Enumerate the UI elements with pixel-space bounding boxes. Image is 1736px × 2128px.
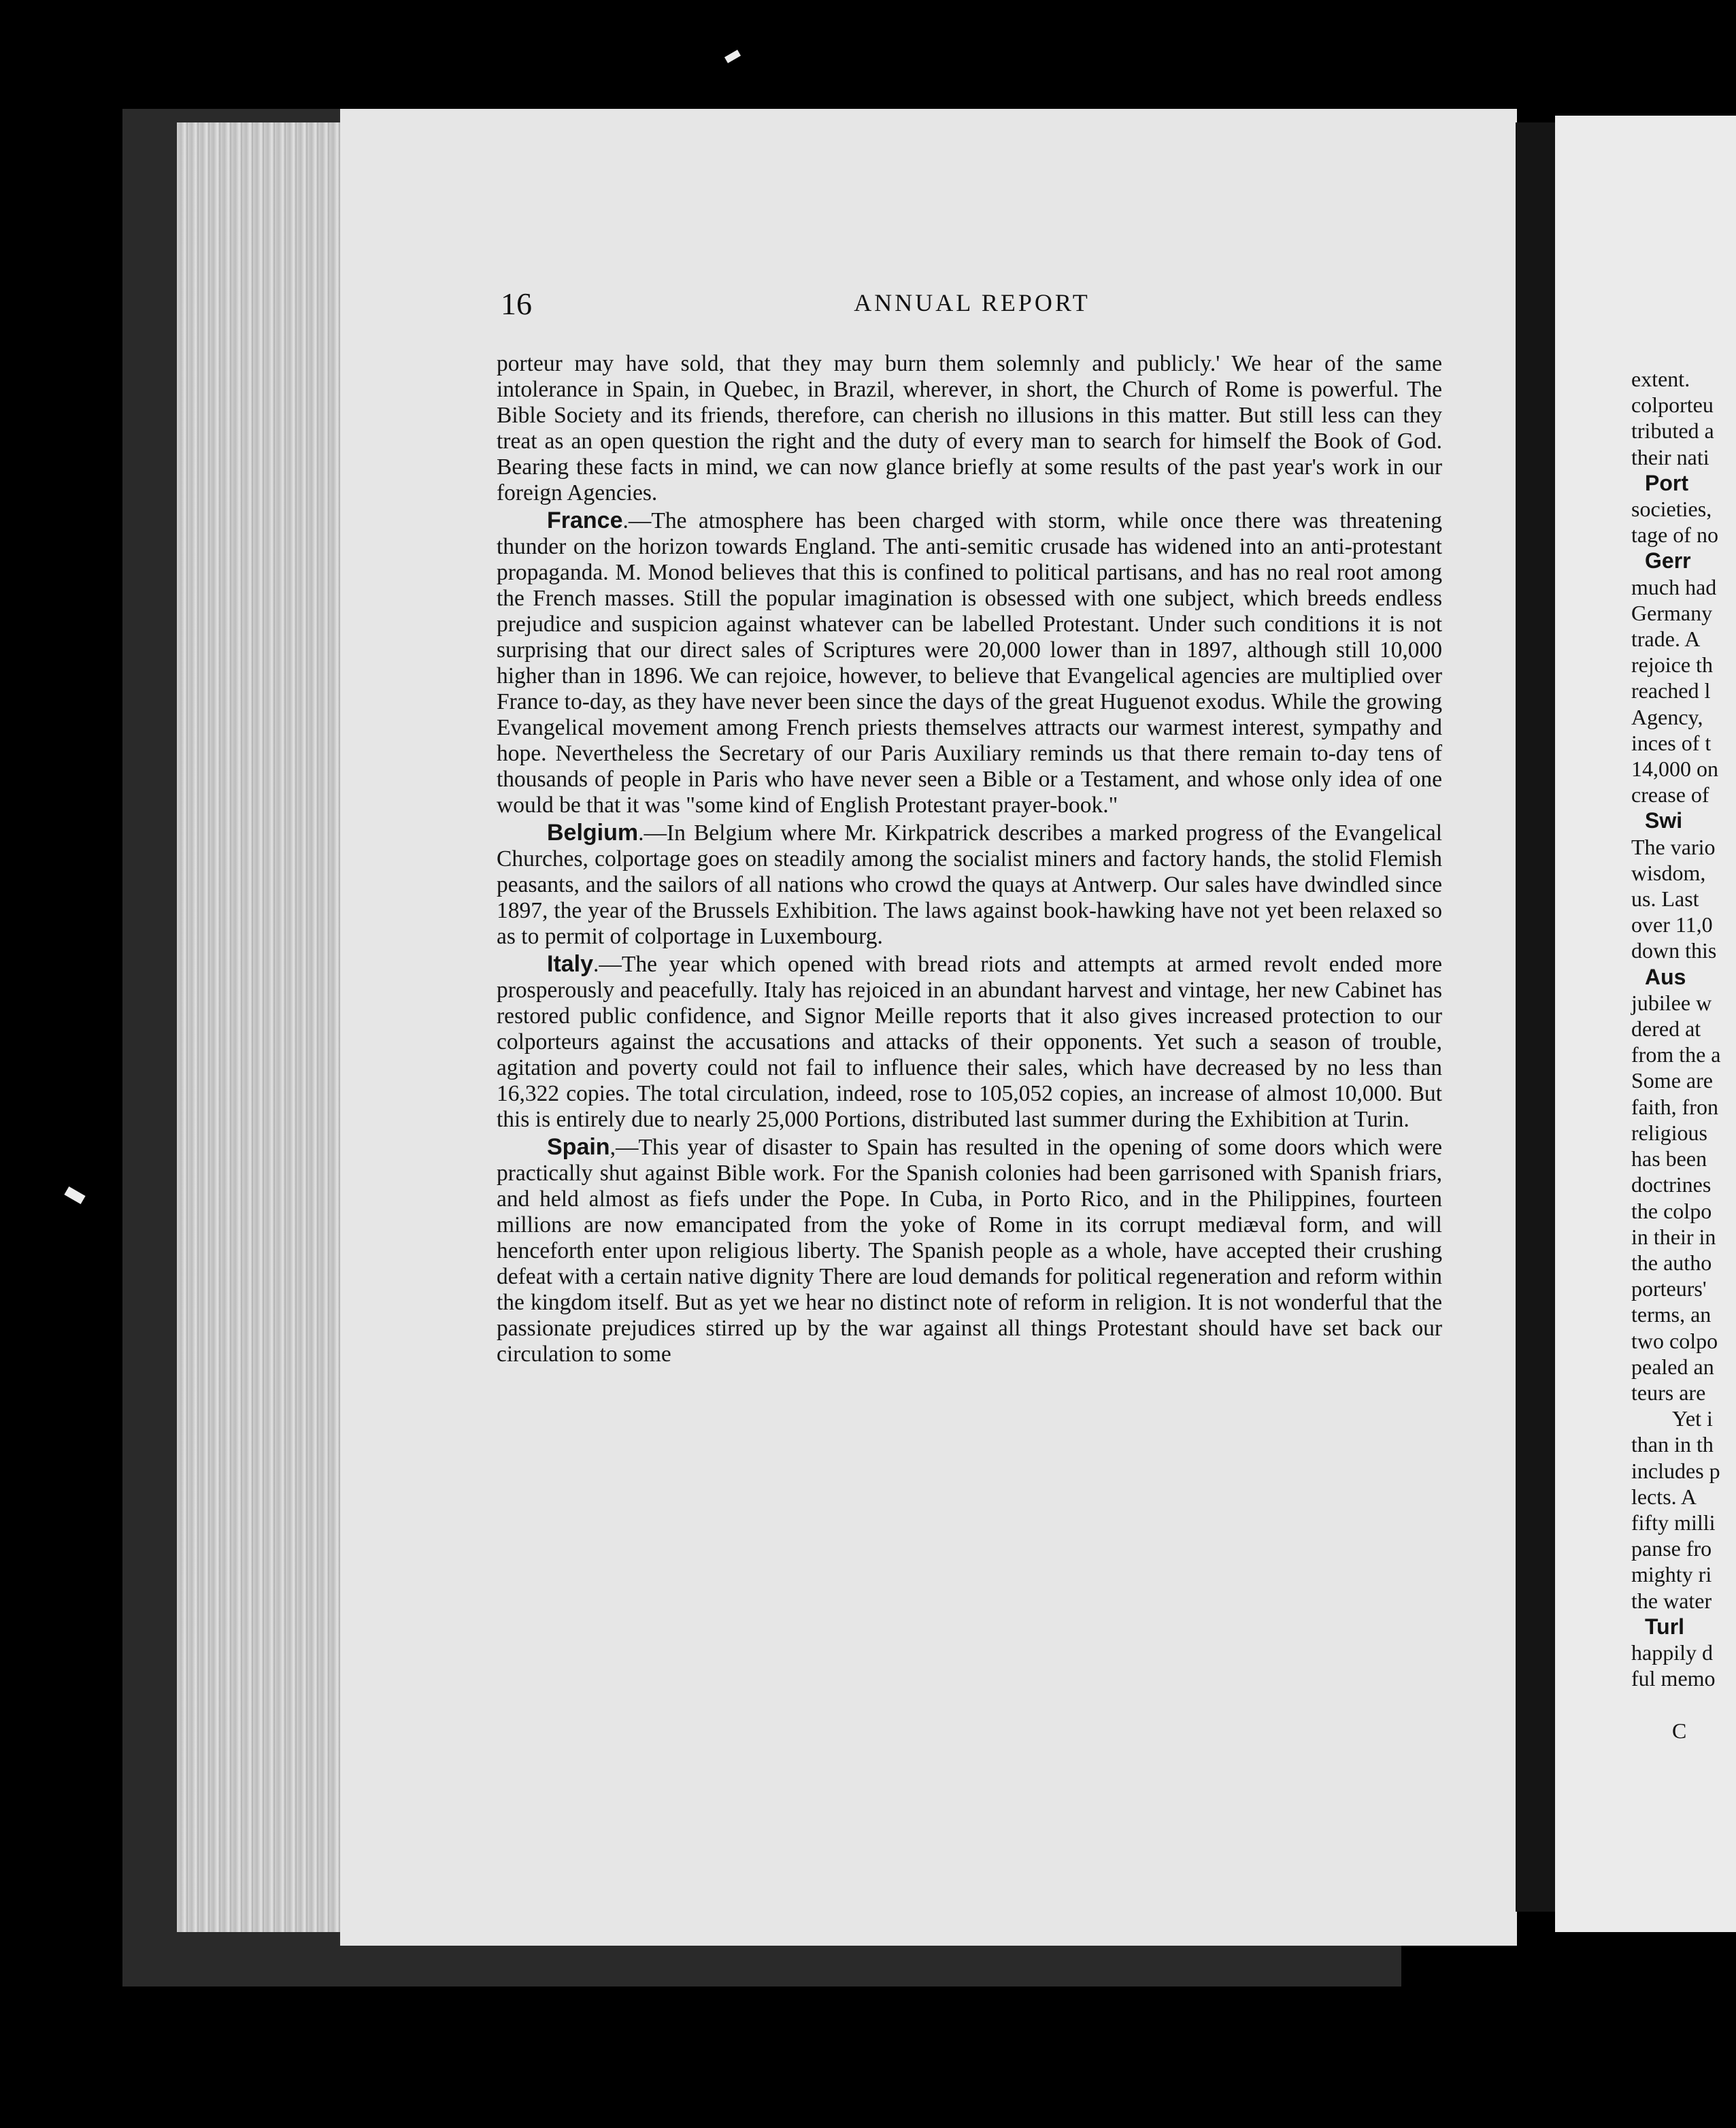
paragraph-text: porteur may have sold, that they may burn them solemnly and publicly.' We hear of the same intolerance in Spain, in Quebec, in Brazil, wherever, in short, the Church of Rome is powerful. The Bible Society and its friends, therefore, can cherish no illusions in this matter. But still less can they treat as an open question the right and the duty of every man to search for himself the Book of God. Bearing these facts in mind, we can now glance briefly at some results of the past year's work in our foreign Agencies. — [497, 351, 1442, 505]
right-page-line: their nati — [1631, 444, 1709, 469]
right-page-line: doctrines — [1631, 1172, 1712, 1197]
right-page-line: Gerr — [1645, 548, 1691, 573]
paragraph-text: .—The atmosphere has been charged with storm, while once there was threatening thunder on the horizon towards England. The anti-semitic crusade has widened into an anti-protestant propaganda. M. Monod believes that this is confined to political partisans, and has no real root among the French masses. Still the popular imagination is obsessed with one subject, which breeds endless prejudice and suspicion against whatever can be labelled Protestant. Under such conditions it is not surprising that our direct sales of Scriptures were 20,000 lower than in 1897, although still 10,000 higher than in 1896. We can rejoice, however, to believe that Evangelical agencies are multiplied over France to-day, as they have never been since the days of the great Huguenot exodus. While the growing Evangelical movement among French priests themselves attracts our warmest interest, sympathy and hope. Nevertheless the Secretary of our Paris Auxiliary reminds us that there remain to-day tens of thousands of people in Paris who have never seen a Bible or a Testament, and whose only idea of one would be that it was "some kind of English Protestant prayer-book." — [497, 508, 1442, 818]
right-page-line: in their in — [1631, 1224, 1716, 1249]
right-page-line: 14,000 on — [1631, 757, 1718, 782]
right-page-line: happily d — [1631, 1640, 1713, 1665]
section-heading: Italy — [547, 951, 594, 977]
section-heading: France — [547, 508, 623, 533]
right-page-line: Agency, — [1631, 704, 1703, 729]
right-page-line: dered at — [1631, 1016, 1701, 1042]
right-page-line: pealed an — [1631, 1354, 1714, 1379]
body-text — [497, 351, 1442, 1369]
right-page-line: jubilee w — [1631, 990, 1712, 1015]
right-page-line: faith, fron — [1631, 1094, 1718, 1119]
right-page-line: Germany — [1631, 600, 1713, 625]
right-page-line: Port — [1645, 470, 1688, 495]
right-page-line: terms, an — [1631, 1302, 1712, 1327]
right-page-line: tributed a — [1631, 418, 1714, 444]
right-page-line: extent. — [1631, 367, 1690, 391]
right-page-line: rejoice th — [1631, 652, 1713, 678]
page-number: 16 — [501, 286, 532, 321]
right-page-line: from the a — [1631, 1042, 1721, 1067]
paragraph — [497, 508, 1442, 818]
paragraph-text: .—In Belgium where Mr. Kirkpatrick describes a marked progress of the Evangelical Churches, colportage goes on steadily among the socialist miners and factory hands, the stolid Flemish peasants, and the sailors of all nations who crowd the quays at Antwerp. Our sales have dwindled since 1897, the year of the Brussels Exhibition. The laws against book-hawking have not yet been relaxed so as to permit of colportage in Luxembourg. — [497, 820, 1442, 949]
paragraph — [497, 951, 1442, 1133]
right-page-line: Swi — [1645, 808, 1683, 833]
right-page-line: wisdom, — [1631, 860, 1706, 885]
right-page-line: two colpo — [1631, 1328, 1718, 1353]
right-page-line: lects. A — [1631, 1484, 1697, 1509]
right-page-line: us. Last — [1631, 886, 1699, 912]
scan-mark — [64, 1186, 85, 1204]
right-page-line: mighty ri — [1631, 1562, 1712, 1587]
page-header — [501, 286, 1443, 327]
right-page-line: fifty milli — [1631, 1510, 1716, 1535]
paragraph-text: .—The year which opened with bread riots and attempts at armed revolt ended more prosperously and peacefully. Italy has rejoiced in an abundant harvest and vintage, her new Cabinet has restored public confidence, and Signor Meille reports that it also gives increased protection to our colporteurs against the accusations and attacks of their opponents. Yet such a season of trouble, agitation and poverty could not fail to influence their sales, which have decreased by no less than 16,322 copies. The total circulation, indeed, rose to 105,052 copies, an increase of almost 10,000. But this is entirely due to nearly 25,000 Portions, distributed last summer during the Exhibition at Turin. — [497, 952, 1442, 1132]
right-page-line: reached l — [1631, 678, 1711, 703]
right-page-line: the water — [1631, 1588, 1712, 1613]
right-page-line: teurs are — [1631, 1380, 1706, 1405]
scan-mark — [724, 50, 741, 63]
right-page-text — [1631, 366, 1736, 1744]
right-page-line: inces of t — [1631, 730, 1712, 755]
paragraph — [497, 820, 1442, 950]
right-page-line: tage of no — [1631, 522, 1718, 548]
right-page-line: over 11,0 — [1631, 912, 1713, 937]
right-page-line: crease of — [1631, 782, 1709, 808]
right-page-line: panse fro — [1631, 1536, 1712, 1561]
right-page-line: Turl — [1645, 1614, 1685, 1639]
right-page-line: trade. A — [1631, 627, 1701, 652]
right-page-line: than in th — [1631, 1432, 1714, 1457]
paragraph — [497, 1134, 1442, 1367]
section-heading: Belgium — [547, 820, 639, 846]
right-page-line: the autho — [1631, 1250, 1712, 1275]
right-page-line: Yet i — [1672, 1406, 1713, 1431]
right-page-line: religious — [1631, 1120, 1707, 1145]
right-page-line: Some are — [1631, 1068, 1713, 1093]
right-page-line: Aus — [1645, 964, 1686, 989]
right-page-line: the colpo — [1631, 1198, 1712, 1223]
right-page-line: down this — [1631, 938, 1717, 963]
section-heading: Spain — [547, 1134, 610, 1160]
running-head: ANNUAL REPORT — [854, 289, 1090, 316]
paragraph-text: ,—This year of disaster to Spain has resulted in the opening of some doors which were practically shut against Bible work. For the Spanish colonies had been garrisoned with Spanish friars, and held almost as fiefs under the Pope. In Cuba, in Porto Rico, and in the Philippines, fourteen millions are now emancipated from the yoke of Rome in its corrupt mediæval form, and will henceforth enter upon religious liberty. The Spanish people as a whole, have accepted their crushing defeat with a certain native dignity There are loud demands for political regeneration and reform within the kingdom itself. But as yet we hear no distinct note of reform in religion. It is not wonderful that the passionate prejudices stirred up by the war against all things Protestant should have set back our circulation to some — [497, 1135, 1442, 1367]
right-page-line: The vario — [1631, 834, 1716, 859]
right-page-line: colporteu — [1631, 393, 1714, 418]
right-page-line: much had — [1631, 574, 1717, 599]
book-gutter — [1516, 122, 1555, 1912]
right-page-line: porteurs' — [1631, 1276, 1707, 1301]
right-page-line: ful memo — [1631, 1666, 1716, 1691]
right-page-line: C — [1672, 1718, 1687, 1743]
right-page-line — [1631, 1691, 1736, 1717]
right-page-line: societies, — [1631, 497, 1712, 522]
paragraph — [497, 351, 1442, 506]
right-page-line: includes p — [1631, 1458, 1720, 1483]
right-page-line: has been — [1631, 1146, 1707, 1171]
